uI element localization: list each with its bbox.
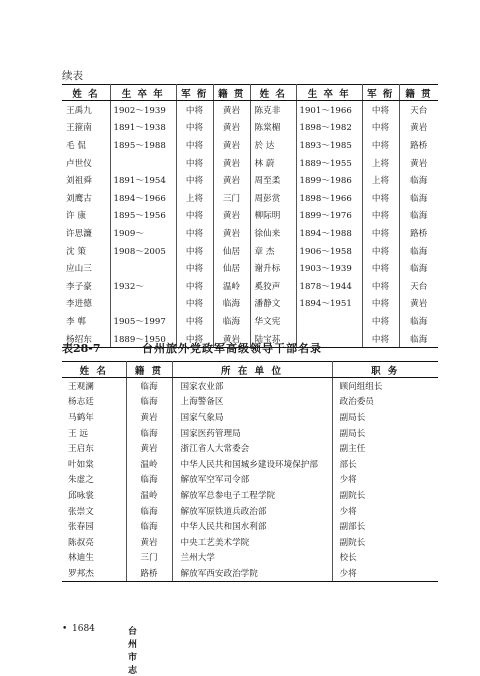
table-row xyxy=(62,378,438,394)
native-place: 临海 xyxy=(126,472,172,488)
work-unit: 中华人民共和国城乡建设环境保护部 xyxy=(172,456,332,472)
native-place: 临海 xyxy=(126,378,172,394)
table-row xyxy=(62,487,438,503)
table-row xyxy=(62,550,438,566)
military-rank: 中将 xyxy=(362,295,399,313)
work-unit: 国家农业部 xyxy=(172,378,332,394)
life-years: 1891～1938 xyxy=(110,119,176,137)
military-rank: 中将 xyxy=(362,330,399,348)
header-native-place: 籍 贯 xyxy=(126,362,172,378)
native-place: 温岭 xyxy=(126,456,172,472)
leaders-header-row xyxy=(62,362,438,378)
native-place: 黄岩 xyxy=(410,299,428,310)
life-years: 1899～1976 xyxy=(296,207,362,225)
person-name: 王启东 xyxy=(62,440,126,456)
native-place: 临海 xyxy=(410,316,428,327)
position: 少将 xyxy=(332,565,438,581)
native-place: 临海 xyxy=(126,503,172,519)
work-unit: 浙江省人大常委会 xyxy=(172,440,332,456)
life-years: 1908～2005 xyxy=(110,242,176,260)
native-place: 临海 xyxy=(410,211,428,222)
life-years: 1878～1944 xyxy=(296,277,362,295)
person-name: 叶如棠 xyxy=(62,456,126,472)
header-native-place: 籍 贯 xyxy=(399,85,438,101)
life-years: 1894～1988 xyxy=(296,224,362,242)
table-row xyxy=(62,503,438,519)
person-name: 应山三 xyxy=(62,259,110,277)
position: 少将 xyxy=(339,506,357,517)
native-place: 天台 xyxy=(410,105,428,116)
person-name: 章 杰 xyxy=(250,242,296,260)
work-unit: 上海警备区 xyxy=(172,394,332,410)
native-place: 临海 xyxy=(126,394,172,410)
military-rank: 中将 xyxy=(176,101,213,119)
life-years: 1901～1966 xyxy=(296,101,362,119)
native-place: 临海 xyxy=(399,330,438,348)
military-rank: 中将 xyxy=(176,136,213,154)
life-years: 1905～1997 xyxy=(110,312,176,330)
military-rank: 中将 xyxy=(362,259,399,277)
work-unit: 解放军总参电子工程学院 xyxy=(172,487,332,503)
native-place: 黄岩 xyxy=(213,119,250,137)
native-place: 黄岩 xyxy=(126,409,172,425)
native-place: 黄岩 xyxy=(410,123,428,134)
military-rank: 中将 xyxy=(176,312,213,330)
life-years: 1906～1958 xyxy=(296,242,362,260)
table-row xyxy=(62,534,438,550)
life-years: 1932～ xyxy=(110,277,176,295)
life-years: 1899～1986 xyxy=(296,171,362,189)
position: 副局长 xyxy=(339,412,366,423)
person-name: 林 蔚 xyxy=(250,154,296,172)
person-name: 李子豪 xyxy=(62,277,110,295)
person-name: 陈克非 xyxy=(250,101,296,119)
native-place: 温岭 xyxy=(213,277,250,295)
table-row xyxy=(62,101,438,119)
table-row xyxy=(62,312,438,330)
header-years: 生 卒 年 xyxy=(110,85,176,101)
table-row xyxy=(62,425,438,441)
military-rank: 中将 xyxy=(362,101,399,119)
table-row xyxy=(62,207,438,225)
header-position: 职 务 xyxy=(332,362,438,378)
page-number: 1684 xyxy=(72,624,95,634)
person-name: 沈 策 xyxy=(62,242,110,260)
military-rank: 中将 xyxy=(362,224,399,242)
header-native-place: 籍 贯 xyxy=(213,85,250,101)
native-place: 黄岩 xyxy=(213,224,250,242)
table-row xyxy=(62,242,438,260)
native-place: 黄岩 xyxy=(213,207,250,225)
table-row xyxy=(62,189,438,207)
person-name: 李进德 xyxy=(62,295,110,313)
native-place: 黄岩 xyxy=(213,154,250,172)
native-place: 临海 xyxy=(410,246,428,257)
military-rank: 中将 xyxy=(362,277,399,295)
military-rank: 中将 xyxy=(362,136,399,154)
table-row xyxy=(62,136,438,154)
native-place: 临海 xyxy=(410,176,428,187)
header-rank: 军 衔 xyxy=(362,85,399,101)
military-rank: 中将 xyxy=(176,277,213,295)
native-place: 临海 xyxy=(410,264,428,275)
generals-table xyxy=(62,84,438,348)
position: 校长 xyxy=(339,553,357,564)
military-rank: 中将 xyxy=(362,312,399,330)
military-rank: 中将 xyxy=(176,207,213,225)
person-name: 陆宝荪 xyxy=(250,330,296,348)
native-place: 仙居 xyxy=(213,242,250,260)
native-place: 临海 xyxy=(410,193,428,204)
table-row xyxy=(62,224,438,242)
header-unit: 所 在 单 位 xyxy=(172,362,332,378)
native-place: 路桥 xyxy=(126,565,172,581)
person-name: 陈棠楣 xyxy=(250,119,296,137)
footer-bullet: • xyxy=(62,624,68,634)
table-number: 表28-7 xyxy=(62,342,101,355)
person-name: 张崇文 xyxy=(62,503,126,519)
table-row xyxy=(62,394,438,410)
work-unit: 解放军西安政治学院 xyxy=(172,565,332,581)
header-name: 姓 名 xyxy=(62,85,110,101)
military-rank: 中将 xyxy=(176,330,213,348)
native-place: 黄岩 xyxy=(213,330,250,348)
table-row xyxy=(62,259,438,277)
position: 副院长 xyxy=(339,490,366,501)
person-name: 谢升标 xyxy=(250,259,296,277)
table-row xyxy=(62,409,438,425)
person-name: 刘鹰古 xyxy=(62,189,110,207)
native-place: 黄岩 xyxy=(213,136,250,154)
header-rank: 军 衔 xyxy=(176,85,213,101)
military-rank: 上将 xyxy=(362,171,399,189)
person-name: 潘静文 xyxy=(250,295,296,313)
position: 副局长 xyxy=(339,428,366,439)
table-title: 台州旅外党政军高级领导干部名录 xyxy=(142,342,322,355)
military-rank: 中将 xyxy=(362,242,399,260)
person-name: 杨志廷 xyxy=(62,394,126,410)
table-row xyxy=(62,565,438,581)
person-name: 张春园 xyxy=(62,518,126,534)
header-name: 姓 名 xyxy=(62,362,126,378)
person-name: 邱咏裳 xyxy=(62,487,126,503)
native-place: 三门 xyxy=(213,189,250,207)
work-unit: 国家气象局 xyxy=(172,409,332,425)
person-name: 罗邦杰 xyxy=(62,565,126,581)
person-name: 杨绍东 xyxy=(62,330,110,348)
military-rank: 中将 xyxy=(362,189,399,207)
person-name: 毛 侃 xyxy=(62,136,110,154)
native-place: 黄岩 xyxy=(213,101,250,119)
life-years xyxy=(296,312,362,330)
position: 副部长 xyxy=(339,522,366,533)
life-years xyxy=(110,295,176,313)
person-name: 华文宪 xyxy=(250,312,296,330)
person-name: 王箍南 xyxy=(62,119,110,137)
work-unit: 兰州大学 xyxy=(172,550,332,566)
header-name: 姓 名 xyxy=(250,85,296,101)
military-rank: 中将 xyxy=(176,242,213,260)
person-name: 周彭赏 xyxy=(250,189,296,207)
person-name: 周至柔 xyxy=(250,171,296,189)
life-years: 1894～1966 xyxy=(110,189,176,207)
position: 副主任 xyxy=(339,444,366,455)
military-rank: 中将 xyxy=(362,207,399,225)
person-name: 马鹤年 xyxy=(62,409,126,425)
person-name: 许思濂 xyxy=(62,224,110,242)
book-title: 台州市志 xyxy=(128,627,140,676)
table-caption xyxy=(62,340,438,356)
life-years: 1889～1955 xyxy=(296,154,362,172)
native-place: 黄岩 xyxy=(126,440,172,456)
table-row xyxy=(62,171,438,189)
native-place: 天台 xyxy=(410,281,428,292)
table-row xyxy=(62,456,438,472)
native-place: 温岭 xyxy=(126,487,172,503)
person-name: 李 郸 xyxy=(62,312,110,330)
native-place: 临海 xyxy=(213,295,250,313)
work-unit: 国家医药管理局 xyxy=(172,425,332,441)
native-place: 临海 xyxy=(126,425,172,441)
table-row xyxy=(62,440,438,456)
military-rank: 中将 xyxy=(176,154,213,172)
native-place: 临海 xyxy=(126,518,172,534)
native-place: 路桥 xyxy=(410,228,428,239)
native-place: 黄岩 xyxy=(213,171,250,189)
person-name: 於 达 xyxy=(250,136,296,154)
person-name: 柳际明 xyxy=(250,207,296,225)
position: 少将 xyxy=(339,475,357,486)
position: 顾问组组长 xyxy=(339,381,383,392)
life-years: 1902～1939 xyxy=(110,101,176,119)
table-row xyxy=(62,472,438,488)
military-rank: 中将 xyxy=(176,119,213,137)
position: 政治委员 xyxy=(339,397,374,408)
person-name: 奚狡声 xyxy=(250,277,296,295)
work-unit: 解放军空军司令部 xyxy=(172,472,332,488)
military-rank: 中将 xyxy=(176,259,213,277)
person-name: 许 康 xyxy=(62,207,110,225)
person-name: 陈叔亮 xyxy=(62,534,126,550)
person-name: 徐仙来 xyxy=(250,224,296,242)
life-years: 1891～1954 xyxy=(110,171,176,189)
person-name: 卢世仪 xyxy=(62,154,110,172)
person-name: 林迪生 xyxy=(62,550,126,566)
person-name: 朱虚之 xyxy=(62,472,126,488)
life-years xyxy=(110,154,176,172)
native-place: 黄岩 xyxy=(410,158,428,169)
table-row xyxy=(62,518,438,534)
military-rank: 中将 xyxy=(176,171,213,189)
life-years: 1895～1988 xyxy=(110,136,176,154)
table-row xyxy=(62,295,438,313)
native-place: 三门 xyxy=(126,550,172,566)
life-years: 1898～1982 xyxy=(296,119,362,137)
life-years: 1898～1966 xyxy=(296,189,362,207)
military-rank: 上将 xyxy=(362,154,399,172)
military-rank: 中将 xyxy=(176,295,213,313)
person-name: 刘祖舜 xyxy=(62,171,110,189)
native-place: 黄岩 xyxy=(126,534,172,550)
native-place: 临海 xyxy=(213,312,250,330)
life-years xyxy=(110,259,176,277)
person-name: 王观澜 xyxy=(62,378,126,394)
military-rank: 上将 xyxy=(176,189,213,207)
work-unit: 中央工艺美术学院 xyxy=(172,534,332,550)
position: 部长 xyxy=(339,459,357,470)
table-row xyxy=(62,277,438,295)
native-place: 路桥 xyxy=(410,140,428,151)
header-years: 生 卒 年 xyxy=(296,85,362,101)
person-name: 王禹九 xyxy=(62,101,110,119)
table-row xyxy=(62,119,438,137)
life-years: 1889～1950 xyxy=(110,330,176,348)
life-years: 1909～ xyxy=(110,224,176,242)
leaders-table xyxy=(62,361,438,582)
work-unit: 解放军原铁道兵政治部 xyxy=(172,503,332,519)
military-rank: 中将 xyxy=(176,224,213,242)
generals-header-row xyxy=(62,85,438,101)
work-unit: 中华人民共和国水利部 xyxy=(172,518,332,534)
life-years: 1895～1956 xyxy=(110,207,176,225)
continued-label: 续表 xyxy=(62,70,83,82)
native-place: 仙居 xyxy=(213,259,250,277)
table-row xyxy=(62,154,438,172)
person-name: 王 远 xyxy=(62,425,126,441)
military-rank: 中将 xyxy=(362,119,399,137)
life-years: 1903～1939 xyxy=(296,259,362,277)
life-years: 1894～1951 xyxy=(296,295,362,313)
position: 副院长 xyxy=(339,537,366,548)
life-years: 1893～1985 xyxy=(296,136,362,154)
